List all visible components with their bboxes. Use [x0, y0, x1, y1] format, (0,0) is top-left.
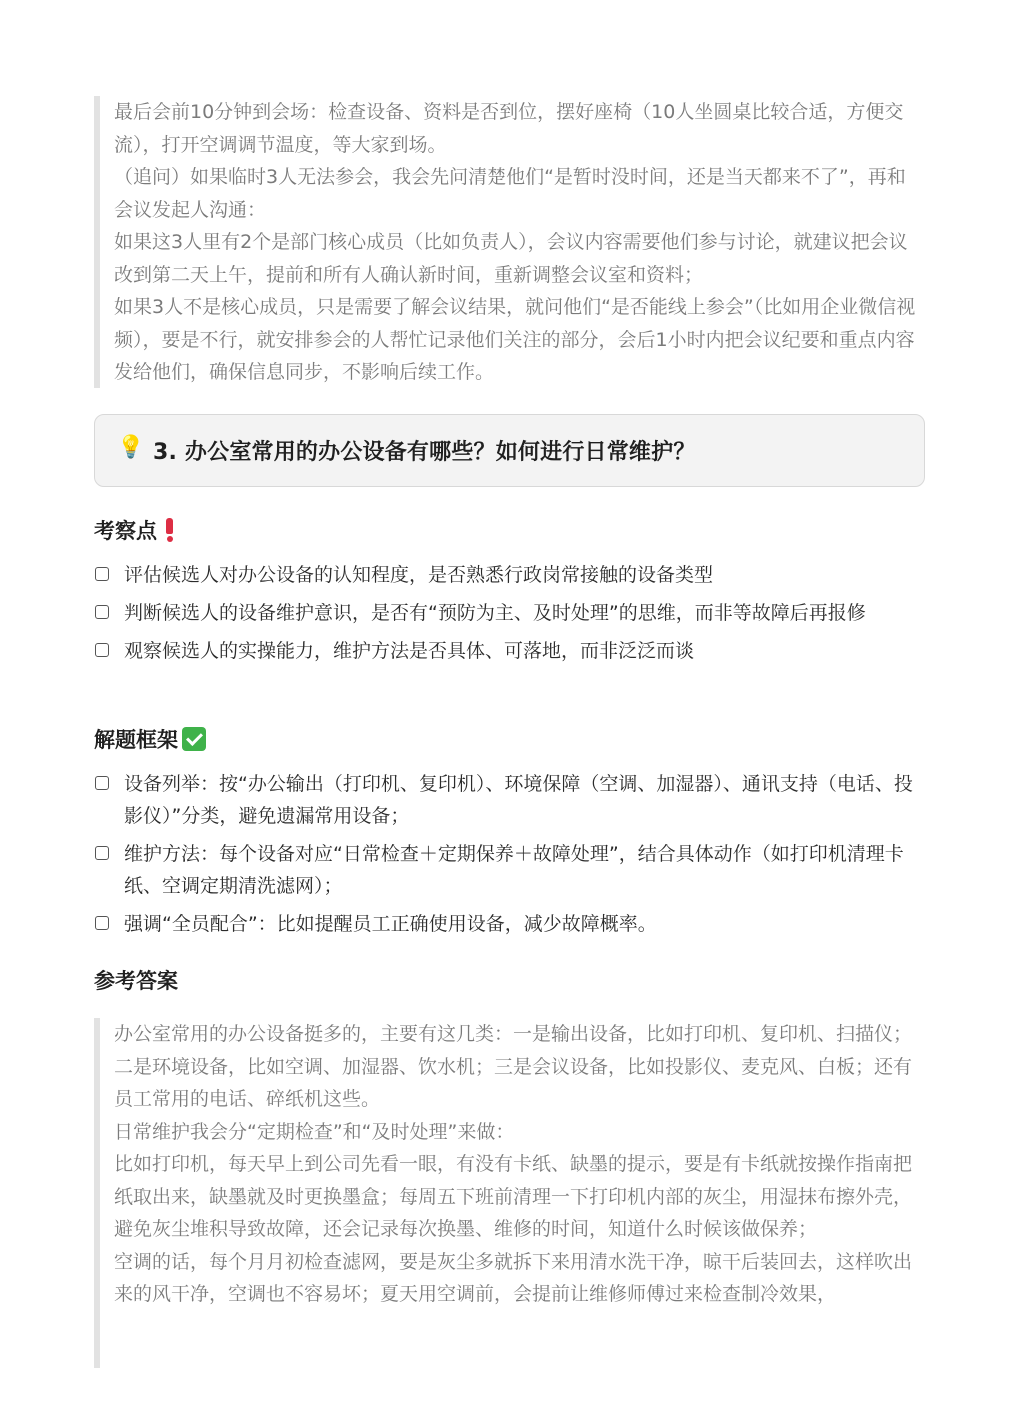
checklist-item-text: 设备列举：按“办公输出（打印机、复印机）、环境保障（空调、加湿器）、通讯支持（电话、投影仪）”分类，避免遗漏常用设备； — [124, 773, 913, 827]
quote-paragraph: 比如打印机，每天早上到公司先看一眼，有没有卡纸、缺墨的提示，要是有卡纸就按操作指南把纸取出来，缺墨就及时更换墨盒；每周五下班前清理一下打印机内部的灰尘，用湿抹布擦外壳，避免灰尘堆积导致故障，还会记录每次换墨、维修的时间，知道什么时候该做保养； — [114, 1153, 913, 1240]
checklist-item-text: 观察候选人的实操能力，维护方法是否具体、可落地，而非泛泛而谈 — [124, 640, 695, 662]
quote-paragraph: 空调的话，每个月月初检查滤网，要是灰尘多就拆下来用清水洗干净，晾干后装回去，这样吹出来的风干净，空调也不容易坏；夏天用空调前，会提前让维修师傅过来检查制冷效果， — [114, 1250, 913, 1305]
checklist-item-text: 评估候选人对办公设备的认知程度，是否熟悉行政岗常接触的设备类型 — [124, 564, 714, 586]
quote-paragraph: 日常维护我会分“定期检查”和“及时处理”来做： — [114, 1120, 515, 1143]
question-callout — [94, 414, 925, 487]
checkbox[interactable] — [95, 916, 109, 930]
checklist-item-text: 维护方法：每个设备对应“日常检查＋定期保养＋故障处理”，结合具体动作（如打印机清理卡纸、空调定期清洗滤网）； — [124, 843, 904, 897]
framework-checklist — [94, 768, 924, 946]
section-heading-label: 解题框架 — [94, 728, 178, 752]
quote-paragraph: （追问）如果临时3人无法参会，我会先问清楚他们“是暂时没时间，还是当天都来不了”，再和会议发起人沟通： — [114, 166, 906, 221]
question-title: 3. 办公室常用的办公设备有哪些？如何进行日常维护？ — [153, 440, 696, 465]
checkbox[interactable] — [95, 605, 109, 619]
quote-paragraph: 如果3人不是核心成员，只是需要了解会议结果，就问他们“是否能线上参会”（比如用企业微信视频），要是不行，就安排参会的人帮忙记录他们关注的部分，会后1小时内把会议纪要和重点内容发给他们，确保信息同步，不影响后续工作。 — [114, 296, 916, 383]
green-check-icon — [182, 727, 206, 751]
checkbox[interactable] — [95, 776, 109, 790]
checklist-item-text: 判断候选人的设备维护意识，是否有“预防为主、及时处理”的思维，而非等故障后再报修 — [124, 602, 866, 624]
section-heading-label: 考察点 — [94, 519, 157, 543]
red-exclamation-icon — [165, 518, 173, 542]
checklist-item — [94, 559, 924, 591]
checklist-item — [94, 768, 924, 832]
checkbox[interactable] — [95, 846, 109, 860]
checklist-item — [94, 838, 924, 902]
kaochadian-checklist — [94, 559, 924, 673]
quote-paragraph: 最后会前10分钟到会场：检查设备、资料是否到位，摆好座椅（10人坐圆桌比较合适，方便交流），打开空调调节温度，等大家到场。 — [114, 101, 904, 156]
checklist-item — [94, 597, 924, 629]
lightbulb-icon: 💡 — [117, 435, 145, 460]
quote-paragraph: 如果这3人里有2个是部门核心成员（比如负责人），会议内容需要他们参与讨论，就建议把会议改到第二天上午，提前和所有人确认新时间，重新调整会议室和资料； — [114, 231, 908, 286]
checklist-item — [94, 908, 924, 940]
section-heading-label: 参考答案 — [94, 969, 178, 993]
section-heading-kaochadian — [94, 515, 173, 545]
checklist-item-text: 强调“全员配合”：比如提醒员工正确使用设备，减少故障概率。 — [124, 913, 657, 935]
checklist-item — [94, 635, 924, 667]
answer-quote-continued — [94, 96, 924, 388]
checkbox[interactable] — [95, 567, 109, 581]
quote-paragraph: 办公室常用的办公设备挺多的，主要有这几类：一是输出设备，比如打印机、复印机、扫描仪；二是环境设备，比如空调、加湿器、饮水机；三是会议设备，比如投影仪、麦克风、白板；还有员工常用的电话、碎纸机这些。 — [114, 1023, 913, 1110]
reference-answer-quote — [94, 1018, 924, 1368]
checkbox[interactable] — [95, 643, 109, 657]
section-heading-framework — [94, 724, 206, 754]
section-heading-answer — [94, 965, 178, 995]
